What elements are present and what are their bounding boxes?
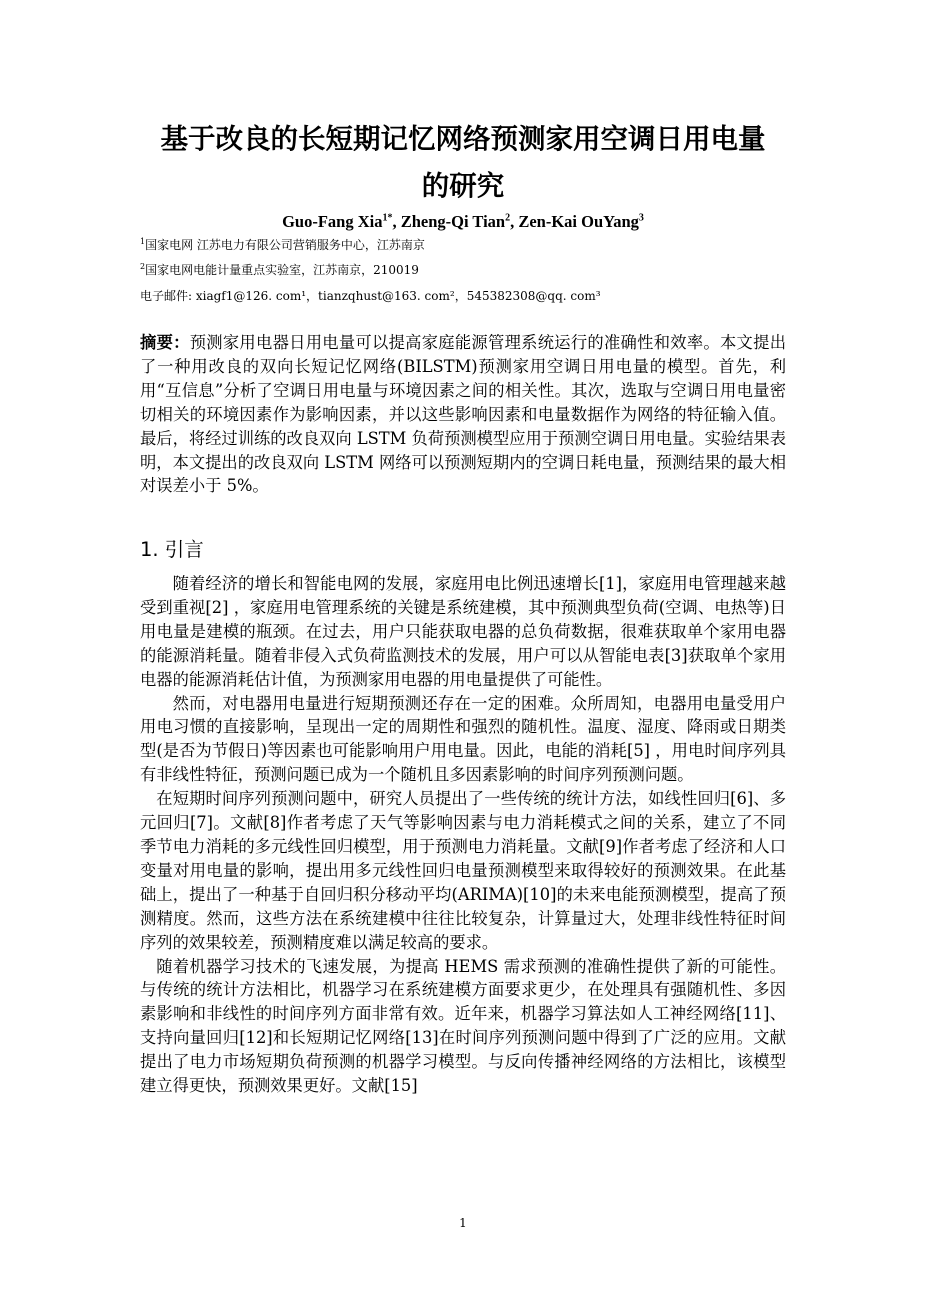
paragraph: 然而，对电器用电量进行短期预测还存在一定的困难。众所周知，电器用电量受用户用电习惯的直接影响，呈现出一定的周期性和强烈的随机性。温度、湿度、降雨或日期类型(是否为节假日)等因素也可能影响用户用电量。因此，电能的消耗[5] ，用电时间序列具有非线性特征，预测问题已成为一个随机且多因素影响的时间序列预测问题。 (140, 693, 786, 785)
affiliation-text: 国家电网 江苏电力有限公司营销服务中心，江苏南京 (145, 238, 425, 252)
introduction-body (140, 572, 786, 1098)
section-heading-introduction: 1. 引言 (140, 538, 204, 561)
author-separator: , (510, 212, 519, 231)
author-affiliation-mark: 2 (505, 212, 511, 224)
author-affiliation-mark: 1* (382, 212, 393, 224)
page-number: 1 (459, 1216, 467, 1230)
paragraph: 随着机器学习技术的飞速发展，为提高 HEMS 需求预测的准确性提供了新的可能性。与传统的统计方法相比，机器学习在系统建模方面要求更少，在处理具有强随机性、多因素影响和非线性的时间序列方面非常有效。近年来，机器学习算法如人工神经网络[11]、支持向量回归[12]和长短期记忆网络[13]在时间序列预测问题中得到了广泛的应用。文献提出了电力市场短期负荷预测的机器学习模型。与反向传播神经网络的方法相比，该模型建立得更快，预测效果更好。文献[15] (140, 956, 786, 1096)
paper-title-line-2: 的研究 (421, 170, 505, 202)
author-list (120, 210, 806, 234)
affiliation-mark: 2 (140, 262, 146, 271)
paper-title-line-1: 基于改良的长短期记忆网络预测家用空调日用电量 (160, 123, 766, 155)
author-name: Zheng-Qi Tian (400, 212, 506, 231)
paragraph: 随着经济的增长和智能电网的发展，家庭用电比例迅速增长[1]，家庭用电管理越来越受到重视[2] ，家庭用电管理系统的关键是系统建模，其中预测典型负荷(空调、电热等)日用电量是建模的瓶颈。在过去，用户只能获取电器的总负荷数据，很难获取单个家用电器的能源消耗量。随着非侵入式负荷监测技术的发展，用户可以从智能电表[3]获取单个家用电器的能源消耗估计值，为预测家用电器的用电量提供了可能性。 (140, 574, 786, 689)
abstract-label: 摘要： (140, 333, 190, 352)
abstract-text: 预测家用电器日用电量可以提高家庭能源管理系统运行的准确性和效率。本文提出了一种用改良的双向长短记忆网络(BILSTM)预测家用空调日用电量的模型。首先，利用“互信息”分析了空调日用电量与环境因素之间的相关性。其次，选取与空调日用电量密切相关的环境因素作为影响因素，并以这些影响因素和电量数据作为网络的特征输入值。最后，将经过训练的改良双向 LSTM 负荷预测模型应用于预测空调日用电量。实验结果表明，本文提出的改良双向 LSTM 网络可以预测短期内的空调日耗电量，预测结果的最大相对误差小于 5%。 (140, 333, 786, 496)
author-name: Guo-Fang Xia (282, 212, 383, 231)
abstract (140, 331, 786, 498)
affiliation-text: 国家电网电能计量重点实验室，江苏南京，210019 (145, 263, 419, 277)
paragraph: 在短期时间序列预测问题中，研究人员提出了一些传统的统计方法，如线性回归[6]、多元回归[7]。文献[8]作者考虑了天气等影响因素与电力消耗模式之间的关系，建立了不同季节电力消耗的多元线性回归模型，用于预测电力消耗量。文献[9]作者考虑了经济和人口变量对用电量的影响，提出用多元线性回归电量预测模型来取得较好的预测效果。在此基础上，提出了一种基于自回归积分移动平均(ARIMA)[10]的未来电能预测模型，提高了预测精度。然而，这些方法在系统建模中往往比较复杂，计算量过大，处理非线性特征时间序列的效果较差，预测精度难以满足较高的要求。 (140, 789, 786, 952)
affiliation-2 (140, 261, 840, 279)
author-separator: , (392, 212, 401, 231)
email-line: 电子邮件: xiagf1@126. com¹，tianzqhust@163. com²，545382308@qq. com³ (140, 289, 601, 303)
affiliation-mark: 1 (140, 237, 146, 246)
author-affiliation-mark: 3 (638, 212, 644, 224)
author-name: Zen-Kai OuYang (518, 212, 639, 231)
affiliation-1 (140, 236, 840, 254)
